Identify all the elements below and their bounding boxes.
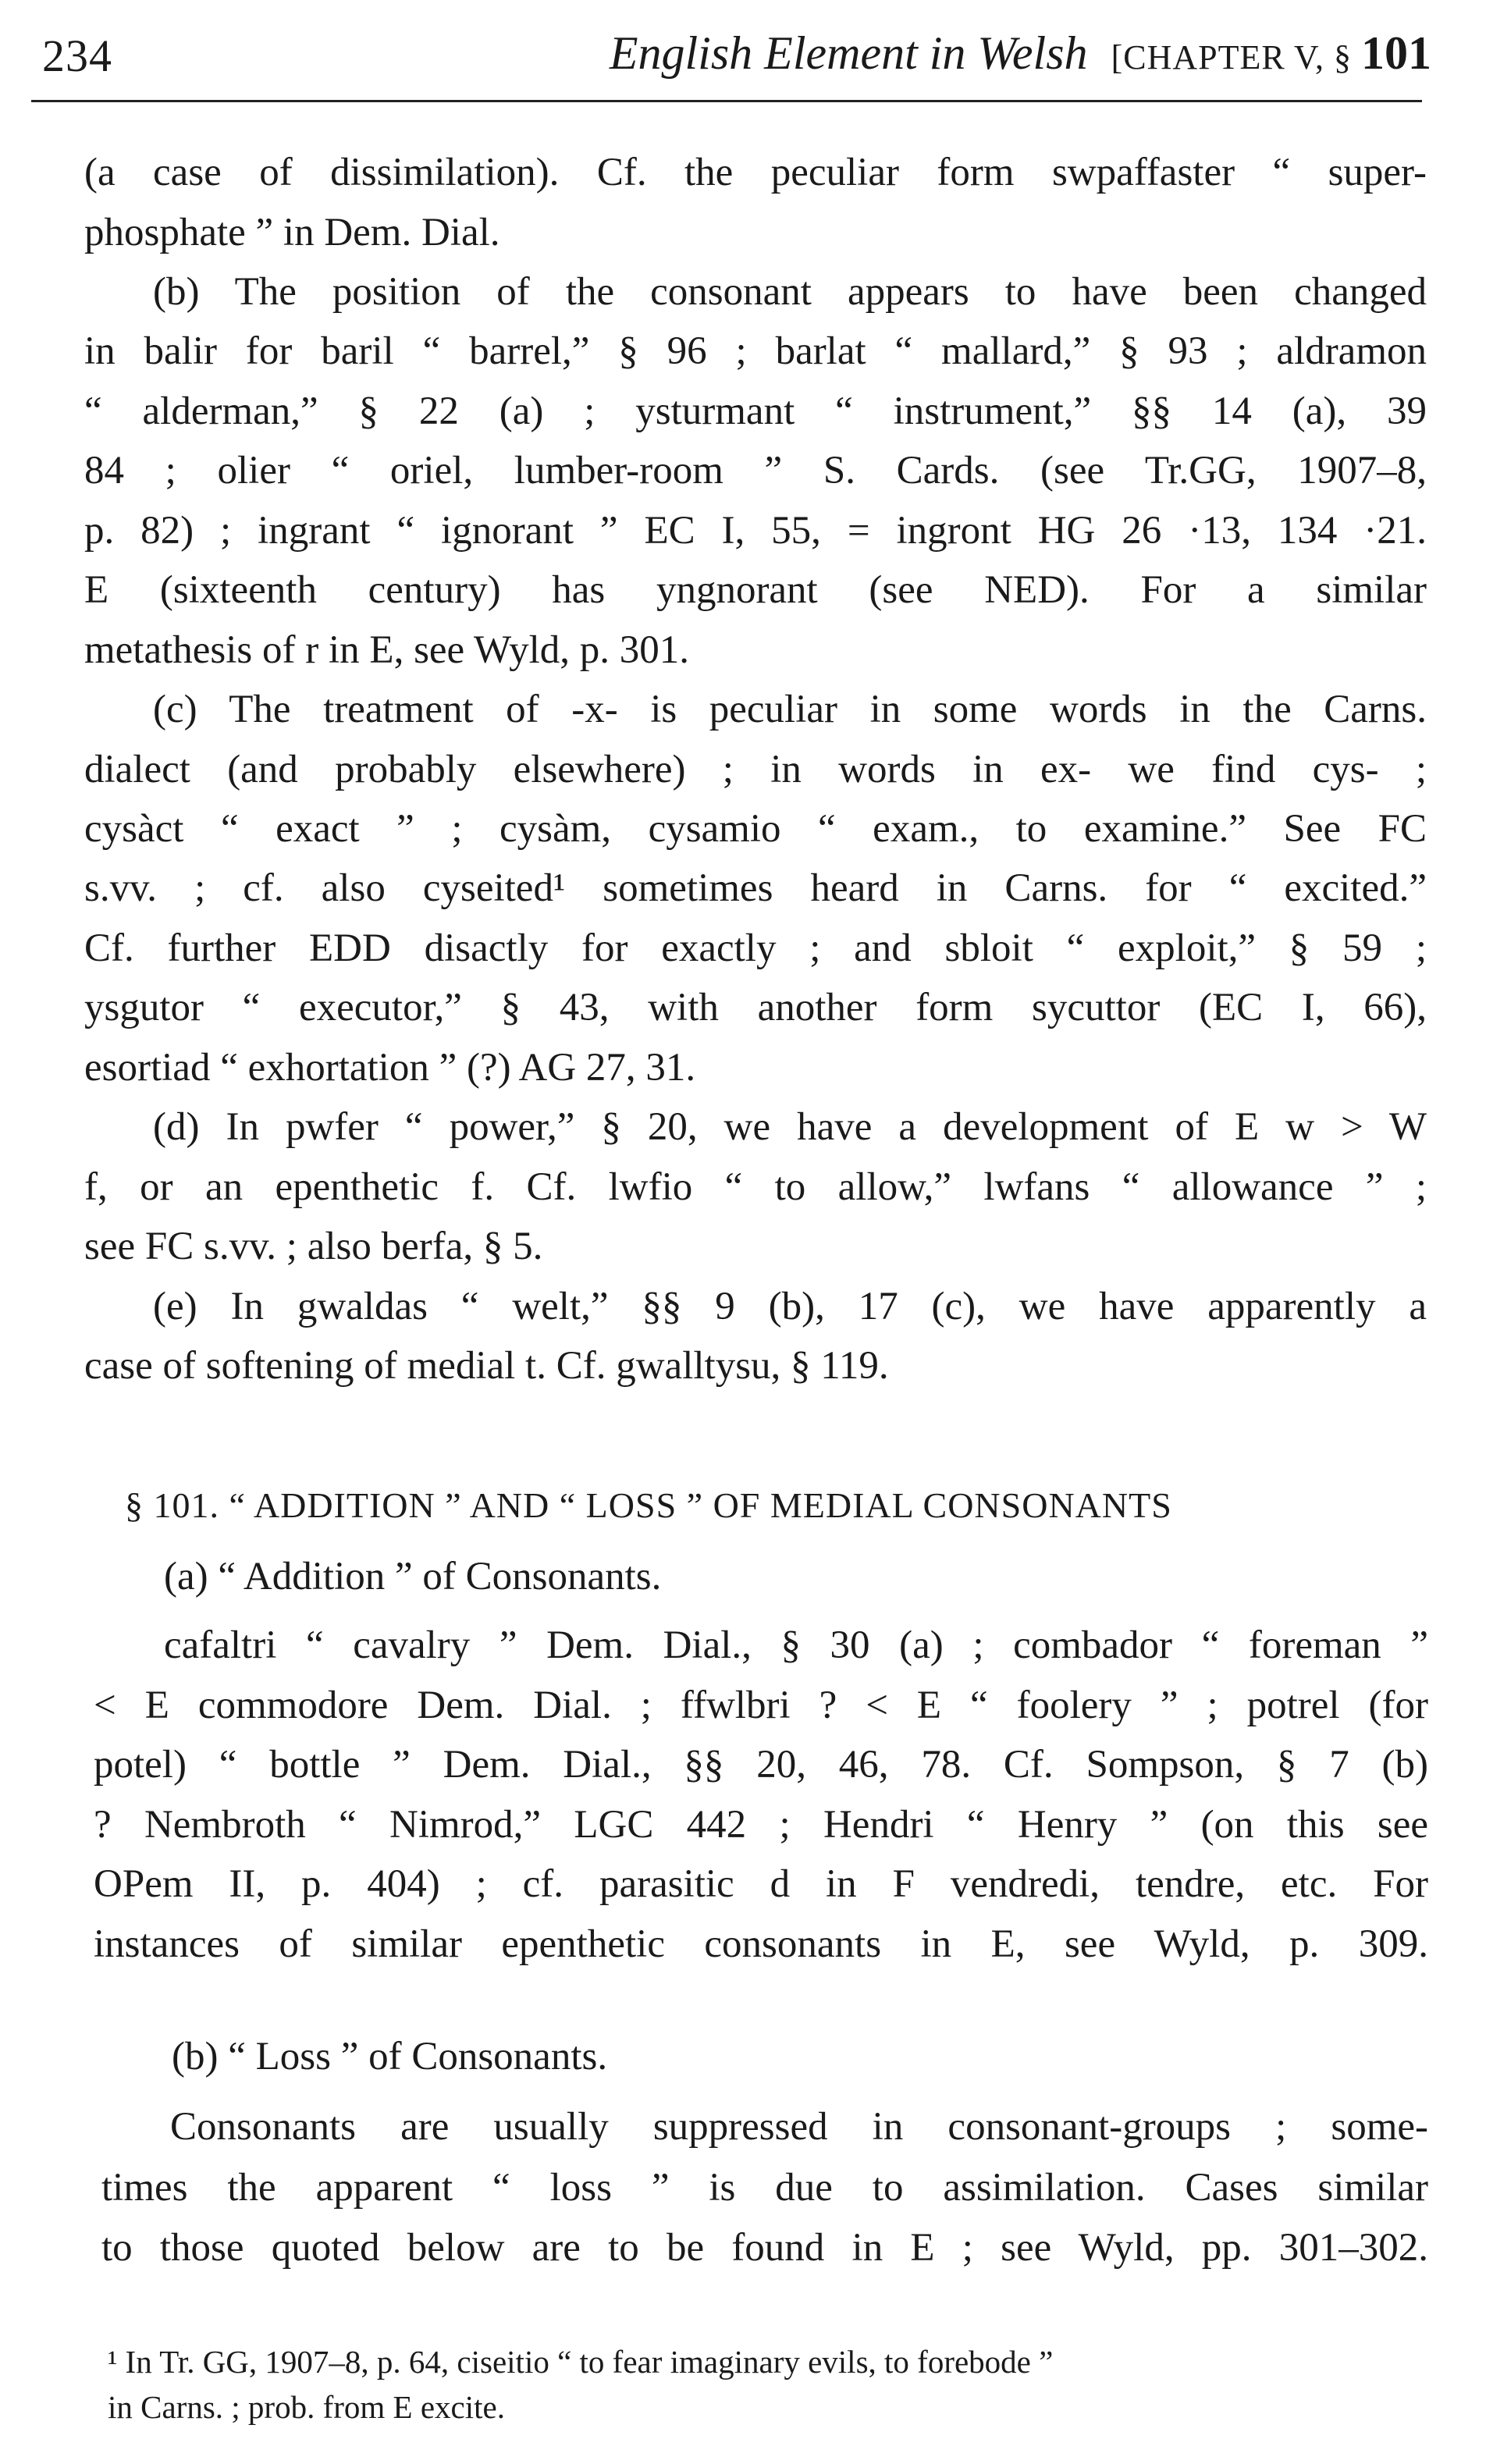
text-line: potel) “ bottle ” Dem. Dial., §§ 20, 46, 78. Cf. Sompson, § 7 (b) (94, 1743, 1428, 1787)
text-line: < E commodore Dem. Dial. ; ffwlbri ? < E “ foolery ” ; potrel (for (94, 1684, 1428, 1727)
footnote-line: ¹ In Tr. GG, 1907–8, p. 64, ciseitio “ to fear imaginary evils, to forebode ” (108, 2344, 1054, 2380)
text-line: “ alderman,” § 22 (a) ; ysturmant “ instrument,” §§ 14 (a), 39 (84, 389, 1427, 433)
text-line: Consonants are usually suppressed in consonant-groups ; some- (170, 2105, 1428, 2149)
text-line: phosphate ” in Dem. Dial. (84, 211, 500, 254)
running-header (42, 23, 1431, 94)
text-line: E (sixteenth century) has yngnorant (see NED). For a similar (84, 568, 1427, 612)
text-line: Cf. further EDD disactly for exactly ; and sbloit “ exploit,” § 59 ; (84, 926, 1427, 970)
header-rule (31, 100, 1422, 102)
text-line: (d) In pwfer “ power,” § 20, we have a development of E w > W (153, 1105, 1427, 1149)
text-line: cysàct “ exact ” ; cysàm, cysamio “ exam., to examine.” See FC (84, 807, 1427, 851)
text-line: instances of similar epenthetic consonants in E, see Wyld, p. 309. (94, 1922, 1428, 1966)
text-line: in balir for baril “ barrel,” § 96 ; barlat “ mallard,” § 93 ; aldramon (84, 329, 1427, 373)
text-line: s.vv. ; cf. also cyseited¹ sometimes heard in Carns. for “ excited.” (84, 866, 1427, 910)
text-line: (c) The treatment of -x- is peculiar in some words in the Carns. (153, 688, 1427, 731)
chapter-ref: [CHAPTER V, § (1111, 38, 1361, 76)
section-heading: § 101. “ ADDITION ” AND “ LOSS ” OF MEDIAL CONSONANTS (125, 1485, 1172, 1525)
text-line: f, or an epenthetic f. Cf. lwfio “ to allow,” lwfans “ allowance ” ; (84, 1165, 1427, 1209)
page-number: 234 (42, 30, 112, 81)
text-line: cafaltri “ cavalry ” Dem. Dial., § 30 (a) ; combador “ foreman ” (164, 1623, 1428, 1667)
subheading-addition: (a) “ Addition ” of Consonants. (164, 1555, 662, 1598)
section-ref: 101 (1361, 27, 1431, 79)
running-title (610, 27, 1431, 80)
text-line: metathesis of r in E, see Wyld, p. 301. (84, 628, 690, 672)
text-line: (a case of dissimilation). Cf. the peculiar form swpaffaster “ super- (84, 151, 1427, 194)
text-line: to those quoted below are to be found in E ; see Wyld, pp. 301–302. (101, 2226, 1428, 2270)
text-line: case of softening of medial t. Cf. gwalltysu, § 119. (84, 1344, 889, 1388)
text-line: OPem II, p. 404) ; cf. parasitic d in F vendredi, tendre, etc. For (94, 1862, 1428, 1906)
text-line: see FC s.vv. ; also berfa, § 5. (84, 1225, 543, 1268)
text-line: (b) The position of the consonant appears to have been changed (153, 270, 1427, 314)
text-line: esortiad “ exhortation ” (?) AG 27, 31. (84, 1046, 696, 1090)
text-line: ysgutor “ executor,” § 43, with another form sycuttor (EC I, 66), (84, 986, 1427, 1029)
text-line: p. 82) ; ingrant “ ignorant ” EC I, 55, = ingront HG 26 ·13, 134 ·21. (84, 509, 1427, 553)
text-line: (e) In gwaldas “ welt,” §§ 9 (b), 17 (c), we have apparently a (153, 1285, 1427, 1328)
subheading-loss: (b) “ Loss ” of Consonants. (172, 2035, 608, 2078)
footnote-line: in Carns. ; prob. from E excite. (108, 2389, 505, 2425)
text-line: dialect (and probably elsewhere) ; in words in ex- we find cys- ; (84, 748, 1427, 791)
text-line: ? Nembroth “ Nimrod,” LGC 442 ; Hendri “ Henry ” (on this see (94, 1803, 1428, 1847)
book-title: English Element in Welsh (609, 27, 1088, 79)
text-line: times the apparent “ loss ” is due to assimilation. Cases similar (101, 2166, 1428, 2210)
text-line: 84 ; olier “ oriel, lumber-room ” S. Cards. (see Tr.GG, 1907–8, (84, 449, 1427, 492)
